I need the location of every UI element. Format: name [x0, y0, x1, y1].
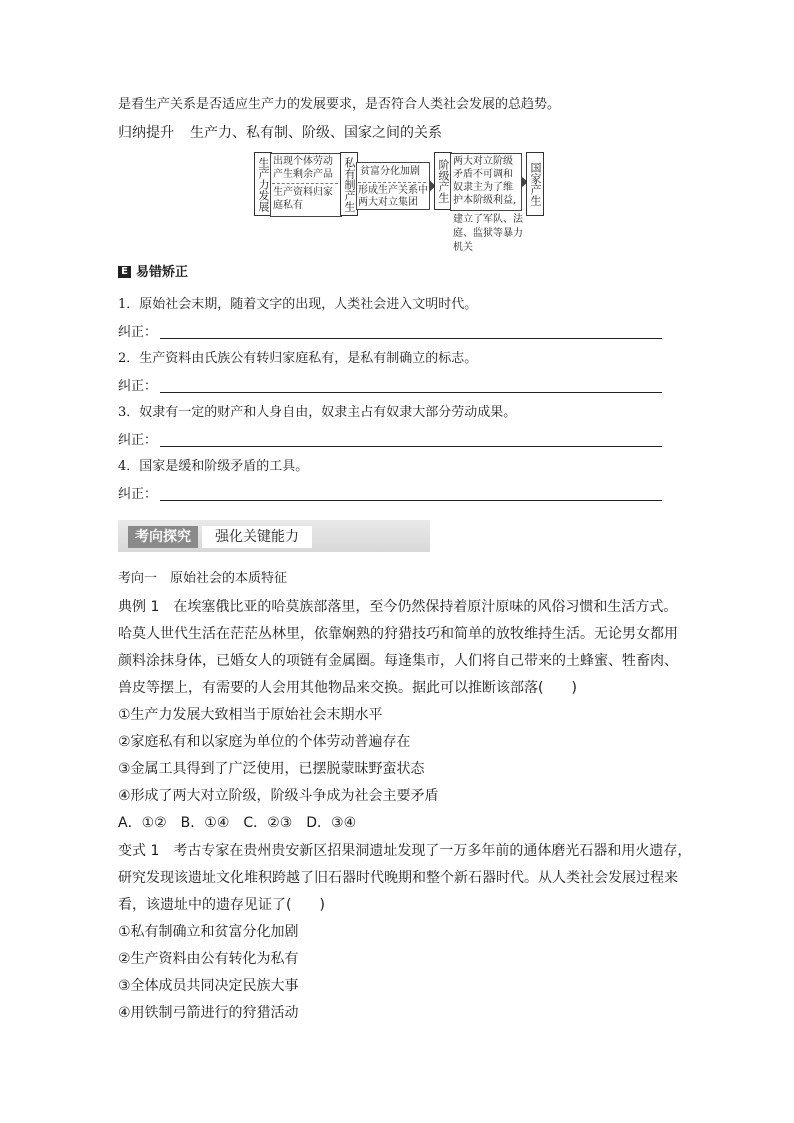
variant-option-2: ②生产资料由公有转化为私有: [118, 951, 299, 967]
section-banner: [118, 520, 430, 552]
example-line-2: 哈莫人世代生活在茫茫丛林里，依靠娴熟的狩猎技巧和简单的放牧维持生活。无论男女都用: [118, 626, 678, 642]
arrow-3-line-7: 机关: [453, 242, 473, 253]
example-line-1: 典例 1 在埃塞俄比亚的哈莫族部落里，至今仍然保持着原汁原味的风俗习惯和生活方式。: [118, 599, 678, 615]
box-state: 国家产生: [526, 152, 544, 216]
example-option-4: ④形成了两大对立阶级，阶级斗争成为社会主要矛盾: [118, 788, 439, 804]
variant-line-2: 研究发现该遗址文化堆积跨越了旧石器时代晚期和整个新石器时代。从人类社会发展过程来: [118, 870, 678, 886]
correction-item-3: 3．奴隶有一定的财产和人身自由，奴隶主占有奴隶大部分劳动成果。: [118, 405, 517, 420]
correction-icon: E: [118, 266, 131, 278]
summary-label: 归纳提升: [118, 125, 174, 141]
box-class: 阶级产生: [434, 152, 452, 210]
arrow-1-line-1: 出现个体劳动: [273, 156, 333, 167]
arrow-1-line-4: 庭私有: [273, 200, 303, 211]
arrow-3-line-1: 两大对立阶级: [453, 156, 513, 167]
banner-right-label: 强化关键能力: [202, 526, 312, 548]
answer-label-1: 纠正：: [118, 325, 158, 340]
intro-text: 是看生产关系是否适应生产力的发展要求，是否符合人类社会发展的总趋势。: [118, 97, 561, 112]
correction-item-4: 4．国家是缓和阶级矛盾的工具。: [118, 459, 309, 474]
example-line-3: 颜料涂抹身体，已婚女人的项链有金属圈。每逢集市，人们将自己带来的土蜂蜜、牲畜肉、: [118, 653, 678, 669]
example-line-4: 兽皮等摆上，有需要的人会用其他物品来交换。据此可以推断该部落( ): [118, 680, 577, 696]
variant-option-1: ①私有制确立和贫富分化加剧: [118, 924, 299, 940]
arrow-2-line-1: 贫富分化加剧: [360, 166, 420, 177]
answer-label-2: 纠正：: [118, 379, 158, 394]
answer-line-3[interactable]: [160, 446, 662, 447]
arrow-3-line-6: 庭、监狱等暴力: [453, 228, 523, 239]
answer-line-1[interactable]: [160, 338, 662, 339]
summary-heading: [118, 123, 442, 143]
answer-line-4[interactable]: [160, 500, 662, 501]
example-choices: A．①② B．①④ C．②③ D．③④: [118, 815, 357, 831]
variant-option-4: ④用铁制弓箭进行的狩猎活动: [118, 1005, 299, 1021]
arrow-1-divider: [272, 183, 338, 184]
correction-item-2: 2．生产资料由氏族公有转归家庭私有，是私有制确立的标志。: [118, 351, 478, 366]
summary-title: 生产力、私有制、阶级、国家之间的关系: [190, 125, 442, 141]
direction-title: 考向一 原始社会的本质特征: [118, 571, 288, 586]
arrow-1-line-3: 生产资料归家: [273, 187, 333, 198]
answer-label-3: 纠正：: [118, 433, 158, 448]
banner-left-label: 考向探究: [128, 526, 198, 548]
correction-heading: 易错矫正: [136, 265, 189, 280]
arrow-3-line-5: 建立了军队、法: [453, 214, 523, 225]
arrow-2-line-2: 形成生产关系中: [358, 185, 428, 196]
box-productivity: 生产力发展: [254, 152, 272, 216]
arrow-2-divider: [358, 182, 426, 183]
arrow-3-line-3: 奴隶主为了维: [453, 182, 513, 193]
correction-item-1: 1．原始社会末期，随着文字的出现，人类社会进入文明时代。: [118, 297, 478, 312]
arrow-3-line-4: 护本阶级利益,: [453, 195, 517, 206]
variant-line-1: 变式 1 考古专家在贵州贵安新区招果洞遗址发现了一万多年前的通体磨光石器和用火遗存，: [118, 843, 692, 859]
variant-line-3: 看，该遗址中的遗存见证了( ): [118, 897, 325, 913]
answer-label-4: 纠正：: [118, 487, 158, 502]
box-private-ownership: 私有制产生: [340, 152, 358, 216]
answer-line-2[interactable]: [160, 392, 662, 393]
example-option-1: ①生产力发展大致相当于原始社会末期水平: [118, 707, 383, 723]
arrow-3-line-2: 矛盾不可调和: [453, 169, 513, 180]
example-option-2: ②家庭私有和以家庭为单位的个体劳动普遍存在: [118, 734, 411, 750]
arrow-1-line-2: 产生剩余产品: [273, 169, 333, 180]
example-option-3: ③金属工具得到了广泛使用，已摆脱蒙昧野蛮状态: [118, 761, 425, 777]
variant-option-3: ③全体成员共同决定民族大事: [118, 978, 299, 994]
arrow-2-line-3: 两大对立集团: [358, 197, 418, 208]
